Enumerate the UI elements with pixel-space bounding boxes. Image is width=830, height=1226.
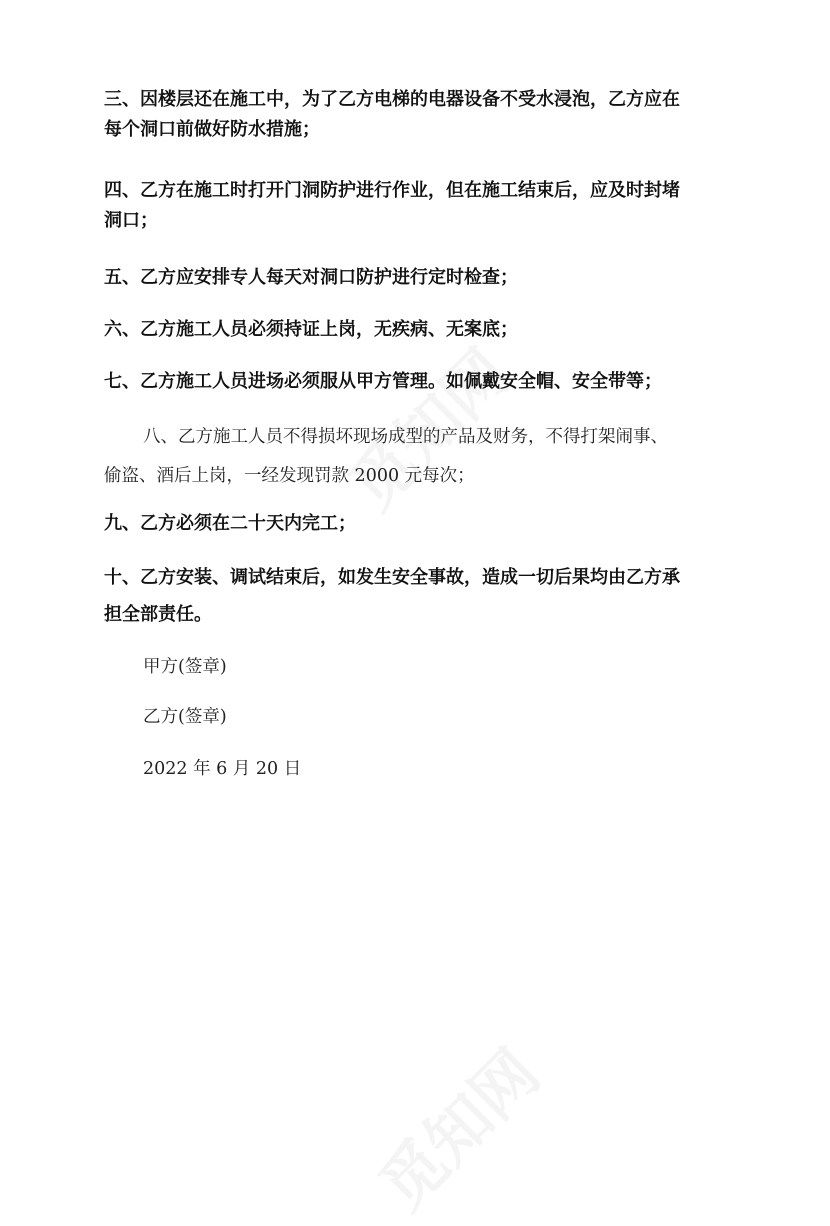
party-a-signature: 甲方(签章) — [143, 657, 227, 677]
clause-10-line-1: 十、乙方安装、调试结束后，如发生安全事故，造成一切后果均由乙方承 — [104, 567, 680, 588]
clause-3-line-1: 三、因楼层还在施工中，为了乙方电梯的电器设备不受水浸泡，乙方应在 — [104, 89, 680, 110]
clause-8-line-2: 偷盗、酒后上岗，一经发现罚款 2000 元每次； — [104, 466, 475, 486]
clause-6: 六、乙方施工人员必须持证上岗，无疾病、无案底； — [104, 319, 518, 340]
clause-4-line-2: 洞口； — [104, 210, 158, 231]
clause-7: 七、乙方施工人员进场必须服从甲方管理。如佩戴安全帽、安全带等； — [104, 371, 662, 392]
clause-4-line-1: 四、乙方在施工时打开门洞防护进行作业，但在施工结束后，应及时封堵 — [104, 180, 680, 201]
clause-10-line-2: 担全部责任。 — [104, 604, 212, 625]
party-b-signature: 乙方(签章) — [143, 707, 227, 727]
clause-5: 五、乙方应安排专人每天对洞口防护进行定时检查； — [104, 267, 518, 288]
watermark — [356, 1026, 557, 1226]
clause-9: 九、乙方必须在二十天内完工； — [104, 513, 356, 534]
clause-3-line-2: 每个洞口前做好防水措施； — [104, 119, 320, 140]
signing-date: 2022 年 6 月 20 日 — [143, 759, 302, 779]
clause-8-line-1: 八、乙方施工人员不得损坏现场成型的产品及财务，不得打架闹事、 — [143, 427, 668, 447]
